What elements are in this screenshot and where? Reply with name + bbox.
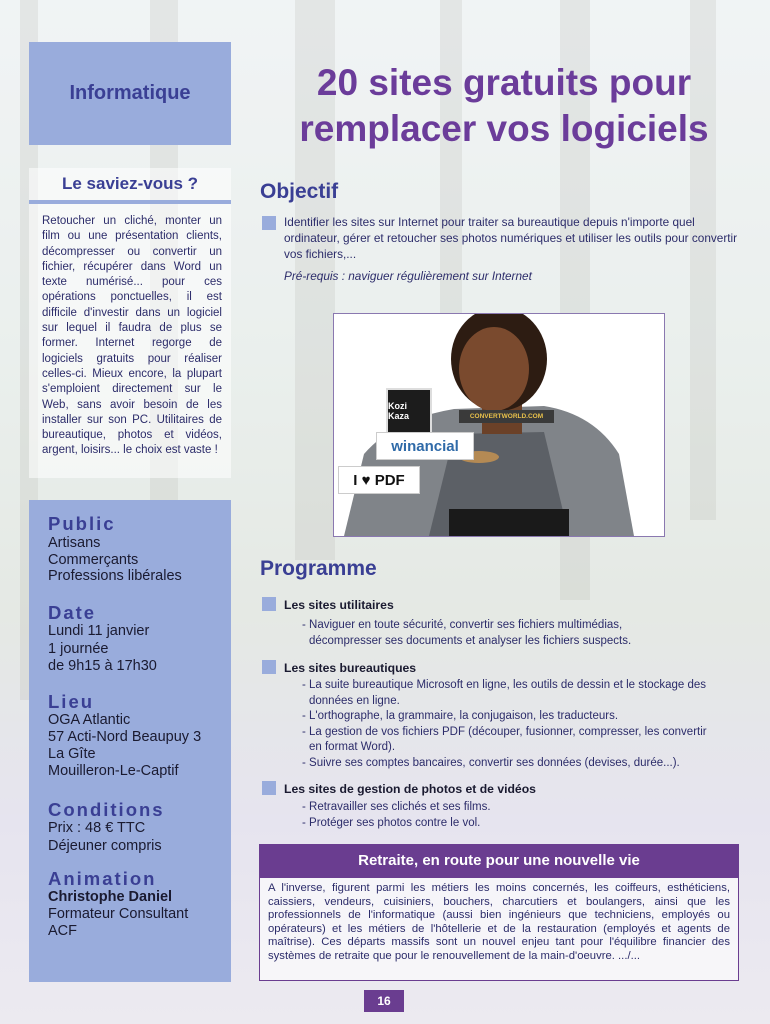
square-bullet-icon xyxy=(262,781,276,795)
public-item: Artisans xyxy=(48,535,101,551)
animation-item: ACF xyxy=(48,923,77,939)
date-item: 1 journée xyxy=(48,641,109,657)
objectif-heading: Objectif xyxy=(260,180,339,203)
square-bullet-icon xyxy=(262,660,276,674)
programme-subitems xyxy=(302,618,732,649)
retraite-text: A l'inverse, figurent parmi les métiers les moins concernés, les coiffeurs, esthéticiens, caissiers, vendeurs, cuisiniers, bouchers, charcutiers et boulangers, ainsi que les professionnels de l'informatique (aussi bien ingénieurs que techniciens, employés ou opérateurs) et les métiers de l'hôtellerie et de la restauration (employés et agents de maîtrise). Ces départs massifs sont un nouvel enjeu tant pour l'équilibre financier des systèmes de retraite que pour le renouvellement de la main-d'oeuvre. .../... xyxy=(268,882,730,962)
saviez-vous-text: Retoucher un cliché, monter un film ou une présentation clients, décompresser ou convertir un fichier, récupérer dans Word un texte numérisé... pour ces opérations ponctuelles, il est difficile d'investir dans un logiciel sur lequel il faudra de plus se former. Internet regorge de logiciels gratuits pour réaliser celles-ci. Mieux encore, la plupart s'emploient directement sur le Web, sans avoir besoin de les installer sur son PC. Utilitaires de bureautique, photos et vidéos, argent, loisirs... le choix est vaste ! xyxy=(42,215,222,457)
lieu-item: Mouilleron-Le-Captif xyxy=(48,763,179,779)
saviez-vous-title: Le saviez-vous ? xyxy=(61,174,199,193)
woman-photo xyxy=(333,313,665,537)
animation-name: Christophe Daniel xyxy=(48,889,173,905)
programme-subitem: - Suivre ses comptes bancaires, convertir ses données (devises, durée...). xyxy=(302,756,680,769)
public-item: Commerçants xyxy=(48,552,139,568)
retraite-heading: Retraite, en route pour une nouvelle vie xyxy=(259,844,739,877)
title-line: remplacer vos logiciels xyxy=(299,108,709,149)
title-line: 20 sites gratuits pour xyxy=(316,62,692,103)
public-heading: Public xyxy=(48,513,116,534)
programme-subitem: - La suite bureautique Microsoft en ligne, les outils de dessin et le stockage des xyxy=(302,679,707,691)
page-number: 16 xyxy=(364,990,404,1012)
programme-subitem: - La gestion de vos fichiers PDF (découper, fusionner, compresser, les convertir xyxy=(302,725,707,738)
programme-subitems xyxy=(302,678,732,771)
convertworld-logo: CONVERTWORLD.COM xyxy=(459,410,554,423)
programme-subitem: en format Word). xyxy=(309,741,396,753)
date-heading: Date xyxy=(48,602,97,623)
programme-item: Les sites utilitaires xyxy=(284,598,394,612)
animation-heading: Animation xyxy=(48,868,157,889)
category-box xyxy=(29,42,231,145)
square-bullet-icon xyxy=(262,597,276,611)
animation-item: Formateur Consultant xyxy=(48,906,189,922)
lieu-item: 57 Acti-Nord Beaupuy 3 xyxy=(48,729,202,745)
lieu-heading: Lieu xyxy=(48,691,95,712)
saviez-vous-box xyxy=(29,168,231,478)
woman-illustration xyxy=(334,314,664,536)
winancial-logo: winancial xyxy=(376,432,474,460)
programme-subitem: - Protéger ses photos contre le vol. xyxy=(302,816,481,829)
objectif-text: Identifier les sites sur Internet pour traiter sa bureautique depuis n'importe quel ordinateur, gérer et retoucher ses photos numériques et utiliser les outils pour convertir vos fichiers,... xyxy=(284,215,738,261)
programme-subitems xyxy=(302,800,732,831)
programme-heading: Programme xyxy=(260,557,377,580)
divider xyxy=(29,200,231,204)
programme-subitem: - Retravailler ses clichés et ses films. xyxy=(302,801,491,813)
public-item: Professions libérales xyxy=(48,568,182,584)
retraite-box xyxy=(259,877,739,981)
prerequis-text: Pré-requis : naviguer régulièrement sur Internet xyxy=(284,269,532,283)
conditions-heading: Conditions xyxy=(48,799,165,820)
programme-subitem: - L'orthographe, la grammaire, la conjugaison, les traducteurs. xyxy=(302,710,619,722)
conditions-item: Prix : 48 € TTC xyxy=(48,820,146,836)
date-item: de 9h15 à 17h30 xyxy=(48,658,157,674)
category-label: Informatique xyxy=(69,82,191,104)
ilovepdf-logo: I ♥ PDF xyxy=(338,466,420,494)
page-title xyxy=(248,60,760,152)
info-panel xyxy=(29,500,231,982)
square-bullet-icon xyxy=(262,216,276,230)
programme-subitem: données en ligne. xyxy=(309,694,400,707)
conditions-item: Déjeuner compris xyxy=(48,838,162,854)
programme-item: Les sites bureautiques xyxy=(284,661,417,675)
programme-item: Les sites de gestion de photos et de vidéos xyxy=(284,782,536,796)
programme-subitem: - Naviguer en toute sécurité, convertir ses fichiers multimédias, xyxy=(302,619,623,631)
programme-subitem: décompresser ses documents et analyser les fichiers suspects. xyxy=(309,634,632,647)
date-item: Lundi 11 janvier xyxy=(48,623,150,639)
lieu-item: La Gîte xyxy=(48,746,96,762)
lieu-item: OGA Atlantic xyxy=(48,712,131,728)
kozi-kaza-logo: Kozi Kaza xyxy=(386,388,432,434)
